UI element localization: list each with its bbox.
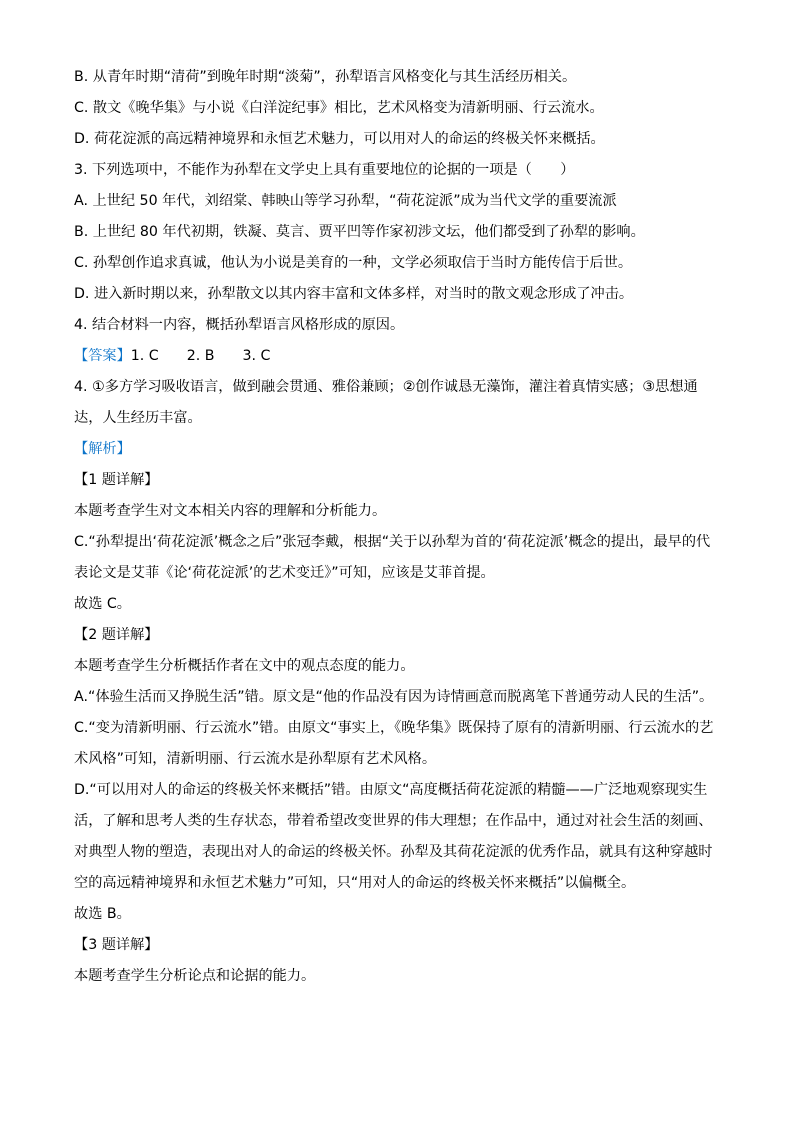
- answer-label: 【答案】: [74, 348, 131, 364]
- q3-header: 【3 题详解】: [74, 937, 159, 953]
- document-body: [74, 62, 724, 992]
- option-3c: C. 孙犁创作追求真诚，他认为小说是美育的一种，文学必须取信于当时方能传信于后世。: [74, 255, 633, 271]
- q2-option-a: A.“体验生活而又挣脱生活”错。原文是“他的作品没有因为诗情画意而脱离笔下普通劳动人民的生活”。: [74, 689, 714, 705]
- answer-3: 3. C: [242, 348, 271, 364]
- option-3d: D. 进入新时期以来，孙犁散文以其内容丰富和文体多样，对当时的散文观念形成了冲击。: [74, 286, 634, 302]
- analysis-label: 【解析】: [74, 441, 131, 457]
- q2-choose: 故选 B。: [74, 906, 131, 922]
- answer-1: 1. C: [130, 348, 159, 364]
- question-4: 4. 结合材料一内容，概括孙犁语言风格形成的原因。: [74, 317, 405, 333]
- q1-body: C.“孙犁提出‘荷花淀派’概念之后”张冠李戴，根据“关于以孙犁为首的‘荷花淀派’概念的提出，最早的代表论文是艾菲《论‘荷花淀派’的艺术变迁》”可知，应该是艾菲首提。: [74, 534, 711, 581]
- answer-2: 2. B: [186, 348, 215, 364]
- q2-header: 【2 题详解】: [74, 627, 159, 643]
- option-2c: C. 散文《晚华集》与小说《白洋淀纪事》相比，艺术风格变为清新明丽、行云流水。: [74, 100, 604, 116]
- option-2d: D. 荷花淀派的高远精神境界和永恒艺术魅力，可以用对人的命运的终极关怀来概括。: [74, 131, 605, 147]
- question-3: 3. 下列选项中，不能作为孙犁在文学史上具有重要地位的论据的一项是（ ）: [74, 162, 575, 178]
- q2-option-c: C.“变为清新明丽、行云流水”错。由原文“事实上，《晚华集》既保持了原有的清新明丽、行云流水的艺术风格”可知，清新明丽、行云流水是孙犁原有艺术风格。: [74, 720, 714, 767]
- option-3a: A. 上世纪 50 年代，刘绍棠、韩映山等学习孙犁，“荷花淀派”成为当代文学的重要流派: [74, 193, 617, 209]
- q3-intro: 本题考查学生分析论点和论据的能力。: [74, 968, 316, 984]
- q1-header: 【1 题详解】: [74, 472, 159, 488]
- q1-intro: 本题考查学生对文本相关内容的理解和分析能力。: [74, 503, 387, 519]
- answer-4: 4. ①多方学习吸收语言，做到融会贯通、雅俗兼顾；②创作诚恳无藻饰，灌注着真情实感；③思想通达，人生经历丰富。: [74, 379, 698, 426]
- q2-option-d: D.“可以用对人的命运的终极关怀来概括”错。由原文“高度概括荷花淀派的精髓——广泛地观察现实生活，了解和思考人类的生存状态，带着希望改变世界的伟大理想；在作品中，通过对社会生活的刻画、对典型人物的塑造，表现出对人的命运的终极关怀。孙犁及其荷花淀派的优秀作品，就具有这种穿越时空的高远精神境界和永恒艺术魅力”可知，只“用对人的命运的终极关怀来概括”以偏概全。: [74, 782, 713, 891]
- q1-choose: 故选 C。: [74, 596, 131, 612]
- q2-intro: 本题考查学生分析概括作者在文中的观点态度的能力。: [74, 658, 415, 674]
- option-2b: B. 从青年时期“清荷”到晚年时期“淡菊”，孙犁语言风格变化与其生活经历相关。: [74, 69, 577, 85]
- option-3b: B. 上世纪 80 年代初期，铁凝、莫言、贾平凹等作家初涉文坛，他们都受到了孙犁的影响。: [74, 224, 645, 240]
- answer-line: [74, 341, 724, 372]
